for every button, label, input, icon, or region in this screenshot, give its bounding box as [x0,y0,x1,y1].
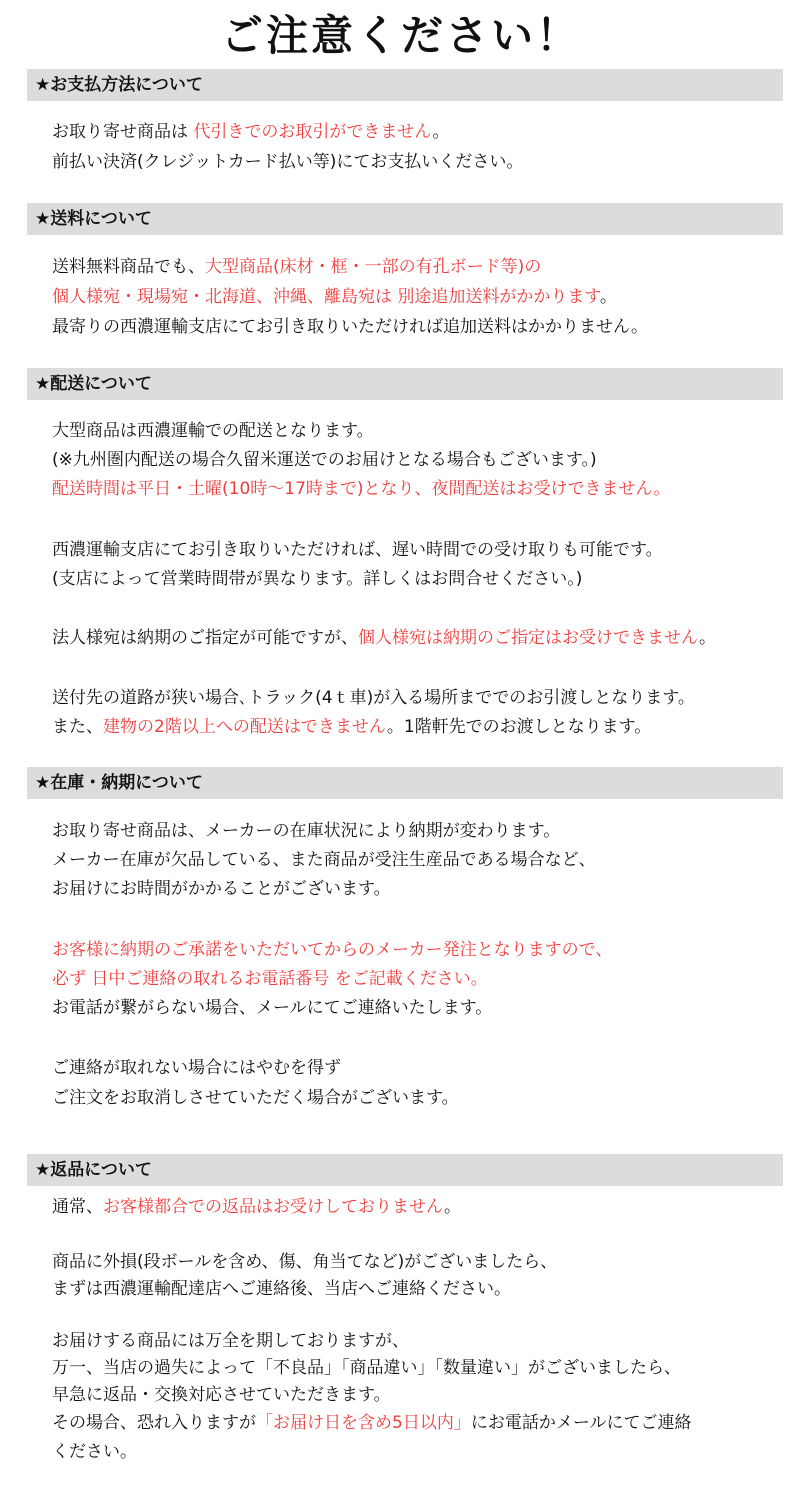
section-header-stock [27,767,783,799]
text-line: 商品に外損(段ボールを含め、傷、角当てなど)がございましたら、 [52,1252,558,1272]
warning-text: 必ず 日中ご連絡の取れるお電話番号 をご記載ください。 [52,969,488,989]
section-heading: ★配送について [35,374,152,394]
text-line: お取り寄せ商品は、メーカーの在庫状況により納期が変わります。 [52,821,561,841]
warning-text: 代引きでのお取引ができません [193,122,433,142]
text-line: ご連絡が取れない場合にはやむを得ず [52,1058,341,1078]
text-line: メーカー在庫が欠品している、また商品が受注生産品である場合など、 [52,850,596,870]
warning-text: 大型商品(床材・框・一部の有孔ボード等)の [205,257,542,277]
section-header-delivery [27,368,783,400]
text-line: 大型商品は西濃運輸での配送となります。 [52,421,374,441]
warning-text: 「お届け日を含め5日以内」 [256,1413,471,1433]
text-line: (※九州圏内配送の場合久留米運送でのお届けとなる場合もございます。) [52,450,597,470]
text-line: また、建物の2階以上への配送はできません。1階軒先でのお渡しとなります。 [52,717,652,737]
section-header-payment [27,69,783,101]
warning-text: お客様都合での返品はお受けしておりません [103,1197,445,1217]
warning-text: 配送時間は平日・土曜(10時～17時まで)となり、夜間配送はお受けできません。 [52,479,671,499]
text-line: 最寄りの西濃運輸支店にてお引き取りいただければ追加送料はかかりません。 [52,317,649,337]
text-line: (支店によって営業時間帯が異なります。詳しくはお問合せください。) [52,569,583,589]
text-line: お取り寄せ商品は 代引きでのお取引ができません。 [52,122,450,142]
text-line: 個人様宛・現場宛・北海道、沖縄、離島宛は 別途追加送料がかかります。 [52,287,618,307]
text-line: 万一、当店の過失によって「不良品」「商品違い」「数量違い」がございましたら、 [52,1358,681,1378]
text-line: その場合、恐れ入りますが「お届け日を含め5日以内」にお電話かメールにてご連絡 [52,1413,692,1433]
section-header-shipping-fee [27,203,783,235]
text-line: 西濃運輸支店にてお引き取りいただければ、遅い時間での受け取りも可能です。 [52,540,663,560]
section-heading: ★返品について [35,1160,152,1180]
warning-text: お客様に納期のご承諾をいただいてからのメーカー発注となりますので、 [52,940,613,960]
text-line: お届けにお時間がかかることがございます。 [52,879,391,899]
text-line: 送付先の道路が狭い場合､トラック(4ｔ車)が入る場所まででのお引渡しとなります。 [52,688,695,708]
text-line: ご注文をお取消しさせていただく場合がございます。 [52,1088,459,1108]
text-line: ください。 [52,1442,137,1462]
warning-text: 個人様宛・現場宛・北海道、沖縄、離島宛は 別途追加送料がかかります [52,287,601,307]
page-title: ご注意ください！ [220,11,581,60]
section-header-returns [27,1154,783,1186]
text-line: お届けする商品には万全を期しておりますが、 [52,1331,409,1351]
text-line: 通常、お客様都合での返品はお受けしておりません。 [52,1197,462,1217]
text-line: 送料無料商品でも、大型商品(床材・框・一部の有孔ボード等)の [52,257,542,277]
section-heading: ★在庫・納期について [35,773,203,793]
text-line: 法人様宛は納期のご指定が可能ですが、個人様宛は納期のご指定はお受けできません。 [52,628,717,648]
text-line: 早急に返品・交換対応させていただきます。 [52,1385,391,1405]
text-line: まずは西濃運輸配達店へご連絡後、当店へご連絡ください。 [52,1279,511,1299]
text-line: お電話が繋がらない場合、メールにてご連絡いたします。 [52,998,493,1018]
section-heading: ★お支払方法について [35,75,203,95]
warning-text: 個人様宛は納期のご指定はお受けできません [358,628,700,648]
text-line: 前払い決済(クレジットカード払い等)にてお支払いください。 [52,152,524,172]
section-heading: ★送料について [35,209,152,229]
warning-text: 建物の2階以上への配送はできません [103,717,387,737]
